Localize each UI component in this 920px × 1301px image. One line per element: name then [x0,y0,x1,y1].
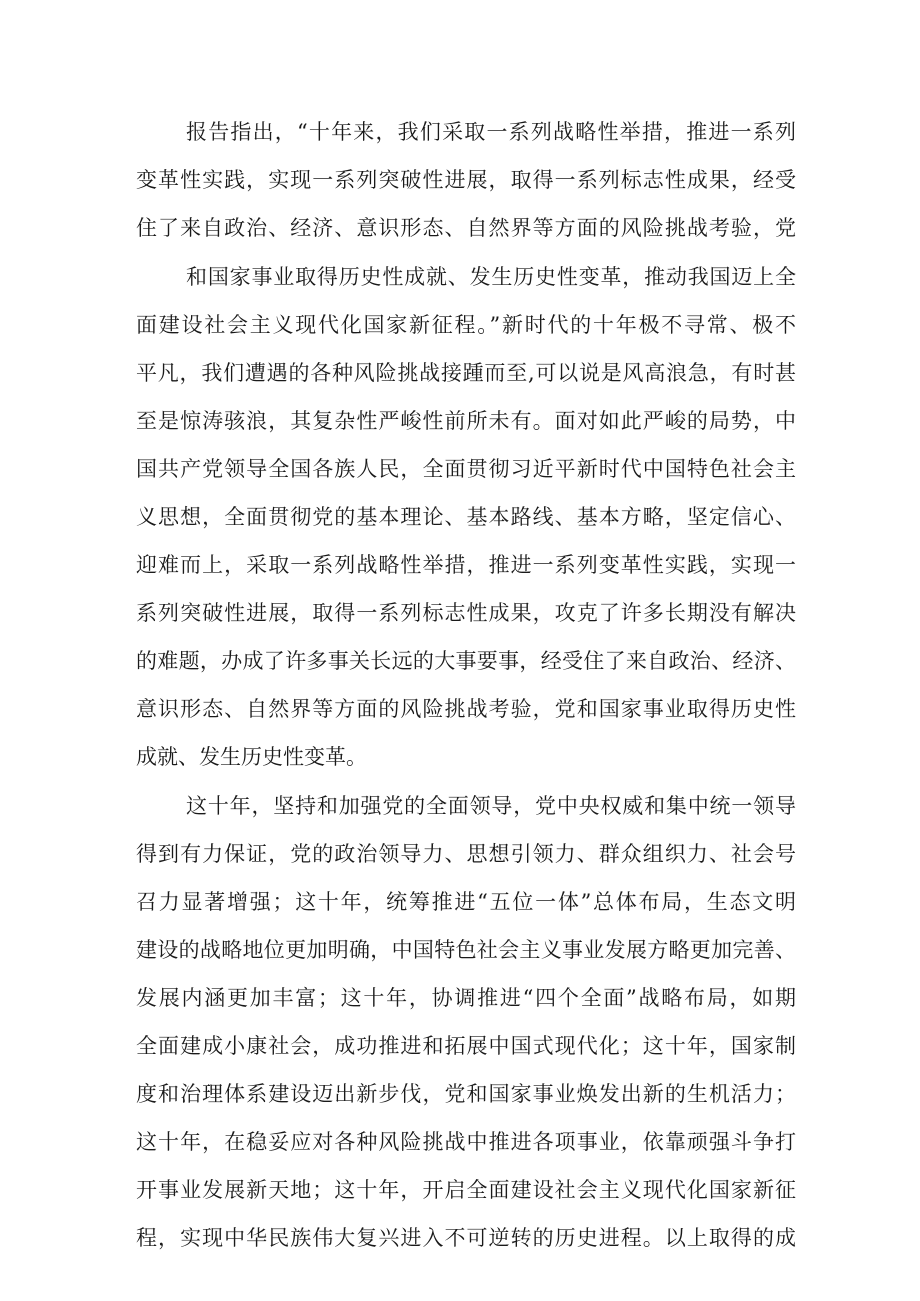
text-line: 系列突破性进展，取得一系列标志性成果，攻克了许多长期没有解决 [136,601,796,625]
text-line: 义思想，全面贯彻党的基本理论、基本路线、基本方略，坚定信心、 [136,505,796,529]
text-line: 面建设社会主义现代化国家新征程。”新时代的十年极不寻常、极不 [136,313,796,337]
text-line: 程，实现中华民族伟大复兴进入不可逆转的历史进程。以上取得的成 [136,1226,796,1250]
text-line: 这十年，在稳妥应对各种风险挑战中推进各项事业，依靠顽强斗争打 [136,1130,796,1154]
text-line: 建设的战略地位更加明确，中国特色社会主义事业发展方略更加完善、 [136,938,796,962]
text-line: 平凡，我们遭遇的各种风险挑战接踵而至,可以说是风高浪急，有时甚 [136,361,796,385]
text-line: 住了来自政治、经济、意识形态、自然界等方面的风险挑战考验，党 [136,216,796,240]
text-line: 成就、发生历史性变革。 [136,745,367,769]
text-line: 和国家事业取得历史性成就、发生历史性变革，推动我国迈上全 [186,265,796,289]
text-line: 国共产党领导全国各族人民，全面贯彻习近平新时代中国特色社会主 [136,457,796,481]
text-line: 变革性实践，实现一系列突破性进展，取得一系列标志性成果，经受 [136,168,796,192]
text-line: 全面建成小康社会，成功推进和拓展中国式现代化；这十年，国家制 [136,1034,796,1058]
text-line: 报告指出，“十年来，我们采取一系列战略性举措，推进一系列 [186,120,796,144]
text-line: 开事业发展新天地；这十年，开启全面建设社会主义现代化国家新征 [136,1178,796,1202]
text-line: 意识形态、自然界等方面的风险挑战考验，党和国家事业取得历史性 [136,697,796,721]
text-line: 至是惊涛骇浪，其复杂性严峻性前所未有。面对如此严峻的局势，中 [136,409,796,433]
text-line: 召力显著增强；这十年，统筹推进“五位一体”总体布局，生态文明 [136,890,796,914]
text-line: 这十年，坚持和加强党的全面领导，党中央权威和集中统一领导 [186,794,796,818]
text-line: 度和治理体系建设迈出新步伐，党和国家事业焕发出新的生机活力； [136,1082,796,1106]
text-line: 迎难而上，采取一系列战略性举措，推进一系列变革性实践，实现一 [136,553,796,577]
text-line: 发展内涵更加丰富；这十年，协调推进“四个全面”战略布局，如期 [136,986,796,1010]
text-line: 的难题，办成了许多事关长远的大事要事，经受住了来自政治、经济、 [136,649,796,673]
text-line: 得到有力保证，党的政治领导力、思想引领力、群众组织力、社会号 [136,842,796,866]
